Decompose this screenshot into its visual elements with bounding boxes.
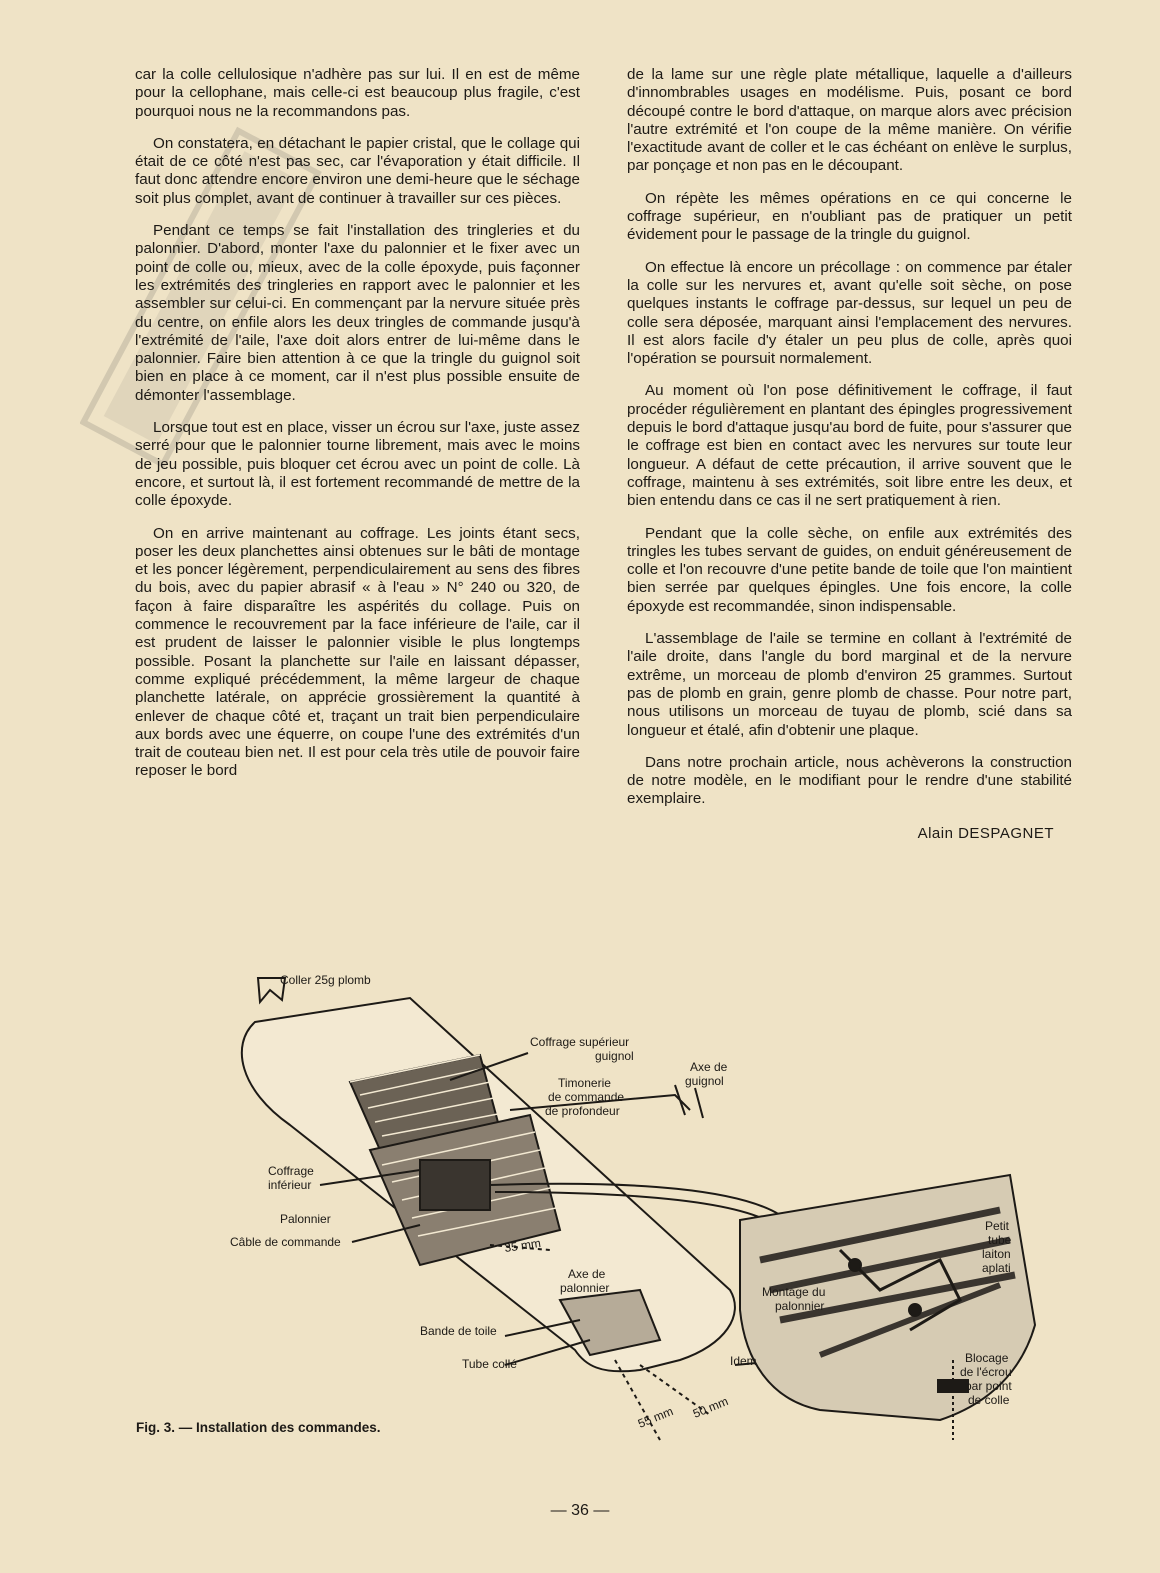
label-petit-tube-4: aplati [982,1261,1011,1275]
paragraph: On répète les mêmes opérations en ce qui concerne le coffrage supérieur, en n'oubliant pas de pratiquer un petit évidement pour le passage de la tringle du guignol. [627,189,1072,244]
paragraph: L'assemblage de l'aile se termine en collant à l'extrémité de l'aile droite, dans l'angle du bord marginal et de la nervure extrême, un morceau de plomb d'environ 25 grammes. Surtout pas de plomb en grain, genre plomb de chasse. Pour notre part, nous utilisons un morceau de tuyau de plomb, scié dans sa longueur et étalé, afin d'obtenir une plaque. [627,630,1072,739]
paragraph: Au moment où l'on pose définitivement le coffrage, il faut procéder régulièrement en plantant des épingles progressivement depuis le bord d'attaque jusqu'au bord de fuite, pour s'assurer que le coffrage est bien en contact avec les nervures sur toute leur longueur. A défaut de cette précaution, il arrive souvent que le coffrage, maintenu à ses extrémités, soit libre entre les deux, et bien entendu dans ce cas il ne sert pratiquement à rien. [627,382,1072,510]
label-montage-palonnier: Montage du [762,1285,826,1299]
label-palonnier: Palonnier [280,1212,331,1226]
label-coller-plomb: Coller 25g plomb [280,973,371,987]
right-column [627,66,1072,843]
paragraph: Lorsque tout est en place, visser un écrou sur l'axe, juste assez serré pour que le palonnier tourne librement, mais avec le moins de jeu possible, puis bloquer cet écrou avec un point de colle. Là encore, et surtout là, il est fortement recommandé de mettre de la colle époxyde. [135,419,580,510]
label-coffrage-superieur-guignol: guignol [595,1049,634,1063]
label-axe-guignol: Axe de [690,1060,728,1074]
label-dim-35: 35 mm [503,1236,542,1255]
paragraph: Pendant ce temps se fait l'installation des tringleries et du palonnier. D'abord, monter l'axe du palonnier et le fixer avec un point de colle ou, mieux, avec de la colle époxyde, puis façonner les extrémités des tringleries en rapport avec le palonnier et les assembler sur celui-ci. En commençant par la nervure située près du centre, on enfile alors les deux tringles de commande jusqu'à l'extrémité de l'aile, l'axe doit alors entrer de lui-même dans le palonnier. Faire bien attention à ce que la tringle du guignol soit bien en place à ce moment, car il n'est plus possible ensuite de démonter l'assemblage. [135,222,580,404]
label-blocage: Blocage [965,1351,1009,1365]
paragraph: On effectue là encore un précollage : on commence par étaler la colle sur les nervures et, avant qu'elle soit sèche, on pose quelques instants le coffrage par-dessus, sur lequel un peu de colle sera déposée, marquant ainsi l'emplacement des nervures. Il est alors facile d'y étaler un peu plus de colle, après quoi l'opération se poursuit normalement. [627,258,1072,368]
author-signature: Alain DESPAGNET [917,824,1054,842]
label-idem: Idem [730,1354,757,1368]
label-coffrage-inferieur: Coffrage [268,1164,314,1178]
figure-installation-commandes [120,960,1060,1460]
paragraph: On constatera, en détachant le papier cristal, que le collage qui était de ce côté n'est pas sec, car l'évaporation y était difficile. Il faut donc attendre encore environ une demi-heure que le séchage soit plus complet, avant de continuer à travailler sur ces pièces. [135,134,580,207]
label-dim-55: 55 mm [635,1404,676,1431]
figure-caption: Fig. 3. — Installation des commandes. [136,1420,381,1435]
label-tube-colle: Tube collé [462,1357,517,1371]
wing-diagram [120,960,1060,1460]
label-blocage-4: de colle [968,1393,1010,1407]
label-timonerie-3: de profondeur [545,1104,620,1118]
label-blocage-3: par point [965,1379,1012,1393]
label-petit-tube-3: laiton [982,1247,1011,1261]
paragraph: de la lame sur une règle plate métallique, laquelle a d'ailleurs d'innombrables usages en modélisme. Puis, posant ce bord découpé contre le bord d'attaque, on marque alors avec précision l'autre extrémité et l'on coupe de la même manière. On vérifie l'exactitude avant de coller et le cas échéant on enlève le surplus, par ponçage et non pas en le découpant. [627,66,1072,175]
label-montage-palonnier-2: palonnier [775,1299,825,1313]
label-axe-palonnier-2: palonnier [560,1281,610,1295]
label-timonerie-2: de commande [548,1090,625,1104]
label-coffrage-inferieur-2: inférieur [268,1178,312,1192]
label-axe-palonnier: Axe de [568,1267,606,1281]
label-petit-tube: Petit [985,1219,1010,1233]
left-column [135,66,580,795]
label-axe-guignol-2: guignol [685,1074,724,1088]
paragraph: Dans notre prochain article, nous achèverons la construction de notre modèle, en le modifiant pour le rendre d'une stabilité exemplaire. [627,753,1072,808]
paragraph: On en arrive maintenant au coffrage. Les joints étant secs, poser les deux planchettes ainsi obtenues sur le bâti de montage et les poncer légèrement, perpendiculairement au sens des fibres du bois, avec du papier abrasif « à l'eau » N° 240 ou 320, de façon à faire disparaître les aspérités du collage. Puis on commence le recouvrement par la face inférieure de l'aile, car il est prudent de laisser le palonnier visible le plus longtemps possible. Posant la planchette sur l'aile en laissant dépasser, comme expliqué précédemment, la même largeur de chaque planchette latérale, on apprécie grossièrement la quantité à enlever de chaque côté et, traçant un trait bien perpendiculaire aux bords avec une équerre, on coupe l'une des extrémités d'un trait de couteau bien net. Il est pour cela très utile de pouvoir faire reposer le bord [135,524,580,780]
label-timonerie: Timonerie [558,1076,611,1090]
label-bande-toile: Bande de toile [420,1324,497,1338]
label-blocage-2: de l'écrou [960,1365,1012,1379]
label-cable-commande: Câble de commande [230,1235,341,1249]
label-dim-50: 50 mm [690,1394,731,1421]
page-number: — 36 — [550,1502,610,1519]
label-petit-tube-2: tube [988,1233,1012,1247]
paragraph: car la colle cellulosique n'adhère pas sur lui. Il en est de même pour la cellophane, mais celle-ci est beaucoup plus fragile, c'est pourquoi nous ne la recommandons pas. [135,66,580,120]
paragraph: Pendant que la colle sèche, on enfile aux extrémités des tringles les tubes servant de guides, on enduit généreusement de colle et l'on recouvre d'une petite bande de toile que l'on maintient bien serrée par quelques épingles. Une fois encore, la colle époxyde est recommandée, sinon indispensable. [627,524,1072,615]
label-coffrage-superieur: Coffrage supérieur [530,1035,630,1049]
